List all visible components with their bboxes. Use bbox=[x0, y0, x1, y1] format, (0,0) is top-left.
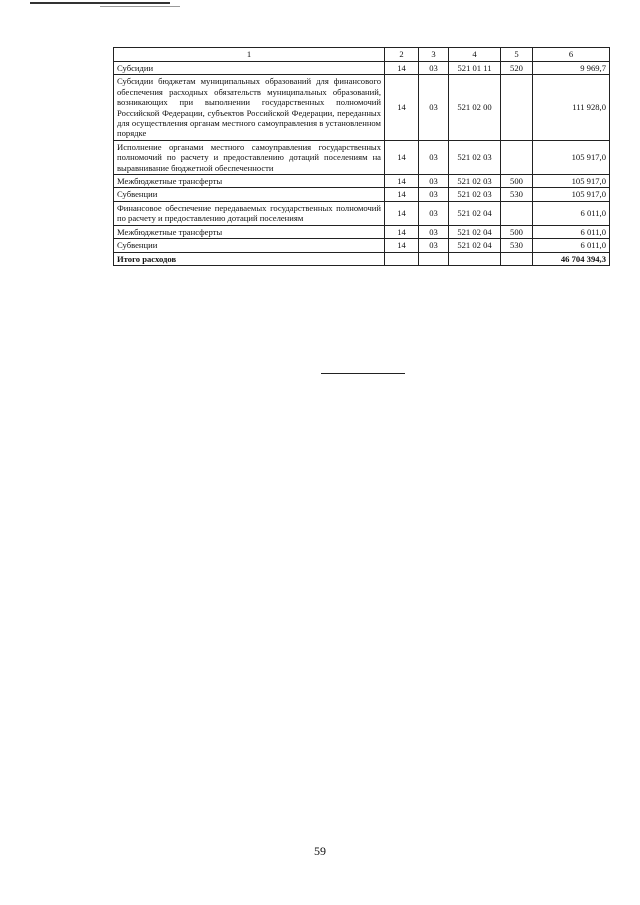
row-section: 14 bbox=[385, 225, 419, 238]
row-expense-type: 500 bbox=[501, 175, 533, 188]
row-name: Субсидии bbox=[114, 62, 385, 75]
row-subsection: 03 bbox=[419, 62, 449, 75]
total-empty-cell bbox=[419, 252, 449, 265]
row-amount: 105 917,0 bbox=[533, 175, 610, 188]
total-empty-cell bbox=[449, 252, 501, 265]
row-name: Финансовое обеспечение передаваемых государственных полномочий по расчету и предоставлению дотаций поселениям bbox=[114, 201, 385, 225]
row-name: Субвенции bbox=[114, 239, 385, 252]
row-name: Исполнение органами местного самоуправления государственных полномочий по расчету и предоставлению дотаций поселениям на выравнивание бюджетной обеспеченности bbox=[114, 140, 385, 174]
row-expense-type: 520 bbox=[501, 62, 533, 75]
column-header: 4 bbox=[449, 48, 501, 62]
table-row bbox=[114, 225, 610, 238]
row-subsection: 03 bbox=[419, 75, 449, 140]
column-header: 6 bbox=[533, 48, 610, 62]
row-target-code: 521 02 03 bbox=[449, 175, 501, 188]
row-subsection: 03 bbox=[419, 239, 449, 252]
row-name: Межбюджетные трансферты bbox=[114, 225, 385, 238]
row-name: Межбюджетные трансферты bbox=[114, 175, 385, 188]
total-row bbox=[114, 252, 610, 265]
row-expense-type bbox=[501, 75, 533, 140]
table-row bbox=[114, 175, 610, 188]
scan-edge-mark bbox=[30, 2, 170, 4]
total-amount: 46 704 394,3 bbox=[533, 252, 610, 265]
row-expense-type: 530 bbox=[501, 239, 533, 252]
row-amount: 9 969,7 bbox=[533, 62, 610, 75]
row-subsection: 03 bbox=[419, 201, 449, 225]
table-row bbox=[114, 75, 610, 140]
row-target-code: 521 02 04 bbox=[449, 201, 501, 225]
row-section: 14 bbox=[385, 239, 419, 252]
row-name: Субсидии бюджетам муниципальных образований для финансового обеспечения расходных обязательств муниципальных образований, возникающих при выполнении государственных полномочий Российской Федерации, субъектов Российской Федерации, переданных для осуществления органам местного самоуправления в установленном порядке bbox=[114, 75, 385, 140]
column-header: 2 bbox=[385, 48, 419, 62]
total-empty-cell bbox=[501, 252, 533, 265]
table-row bbox=[114, 140, 610, 174]
row-section: 14 bbox=[385, 188, 419, 201]
row-target-code: 521 02 03 bbox=[449, 140, 501, 174]
row-expense-type: 530 bbox=[501, 188, 533, 201]
row-amount: 111 928,0 bbox=[533, 75, 610, 140]
row-amount: 6 011,0 bbox=[533, 239, 610, 252]
row-expense-type bbox=[501, 140, 533, 174]
page-number: 59 bbox=[314, 844, 326, 858]
table-row bbox=[114, 201, 610, 225]
row-amount: 105 917,0 bbox=[533, 188, 610, 201]
row-amount: 105 917,0 bbox=[533, 140, 610, 174]
row-subsection: 03 bbox=[419, 225, 449, 238]
row-target-code: 521 02 04 bbox=[449, 225, 501, 238]
row-section: 14 bbox=[385, 62, 419, 75]
row-name: Субвенции bbox=[114, 188, 385, 201]
row-section: 14 bbox=[385, 175, 419, 188]
row-amount: 6 011,0 bbox=[533, 225, 610, 238]
table-row bbox=[114, 239, 610, 252]
row-subsection: 03 bbox=[419, 188, 449, 201]
row-target-code: 521 02 00 bbox=[449, 75, 501, 140]
row-amount: 6 011,0 bbox=[533, 201, 610, 225]
scan-edge-mark-faint bbox=[100, 6, 180, 7]
row-section: 14 bbox=[385, 75, 419, 140]
row-subsection: 03 bbox=[419, 140, 449, 174]
row-section: 14 bbox=[385, 201, 419, 225]
column-header: 5 bbox=[501, 48, 533, 62]
total-empty-cell bbox=[385, 252, 419, 265]
column-header: 3 bbox=[419, 48, 449, 62]
row-expense-type: 500 bbox=[501, 225, 533, 238]
table-header-row bbox=[114, 48, 610, 62]
row-expense-type bbox=[501, 201, 533, 225]
row-target-code: 521 02 03 bbox=[449, 188, 501, 201]
total-label: Итого расходов bbox=[114, 252, 385, 265]
row-section: 14 bbox=[385, 140, 419, 174]
row-target-code: 521 01 11 bbox=[449, 62, 501, 75]
expenditure-table bbox=[113, 47, 610, 266]
closing-rule bbox=[321, 373, 405, 374]
table-row bbox=[114, 188, 610, 201]
table-row bbox=[114, 62, 610, 75]
row-subsection: 03 bbox=[419, 175, 449, 188]
column-header: 1 bbox=[114, 48, 385, 62]
row-target-code: 521 02 04 bbox=[449, 239, 501, 252]
